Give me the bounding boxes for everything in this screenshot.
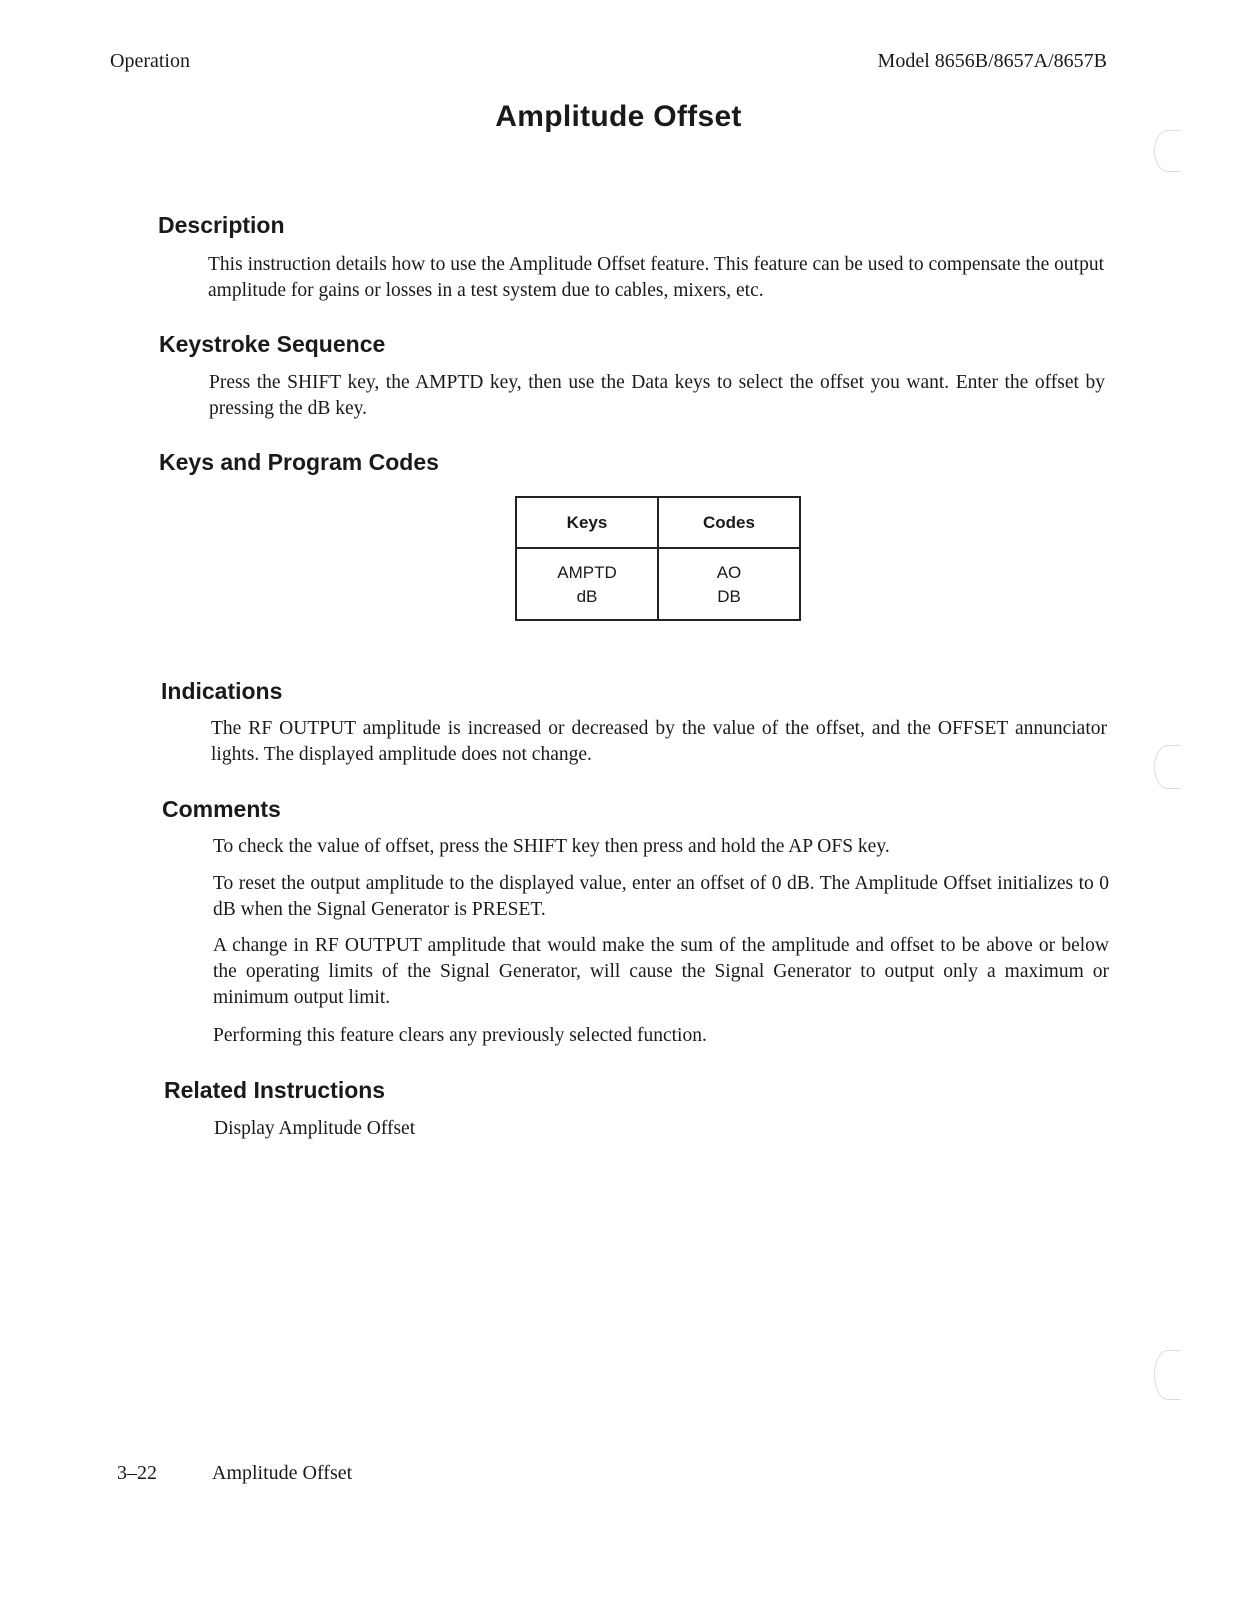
comments-paragraph: A change in RF OUTPUT amplitude that would make the sum of the amplitude and offset to be above or below the operating limits of the Signal Generator, will cause the Signal Generator to output only a maximum or minimum output limit. bbox=[213, 935, 1109, 1008]
indications-heading: Indications bbox=[161, 678, 283, 704]
page-title: Amplitude Offset bbox=[495, 100, 742, 133]
table-codes-cell bbox=[659, 561, 799, 609]
keys-codes-heading: Keys and Program Codes bbox=[159, 449, 439, 475]
keystroke-heading: Keystroke Sequence bbox=[159, 331, 386, 357]
table-keys-cell bbox=[517, 561, 657, 609]
comments-paragraph: To reset the output amplitude to the displayed value, enter an offset of 0 dB. The Amplitude Offset initializes to 0 dB when the Signal Generator is PRESET. bbox=[213, 873, 1109, 920]
description-text: This instruction details how to use the Amplitude Offset feature. This feature can be used to compensate the output amplitude for gains or losses in a test system due to cables, mixers, etc. bbox=[208, 254, 1104, 301]
table-header-keys: Keys bbox=[566, 513, 608, 532]
running-header-right: Model 8656B/8657A/8657B bbox=[877, 50, 1107, 72]
running-header-left: Operation bbox=[110, 50, 190, 72]
binder-hole-mark bbox=[1154, 1350, 1181, 1400]
related-heading: Related Instructions bbox=[164, 1077, 386, 1103]
table-key-amptd: AMPTD bbox=[557, 563, 617, 582]
keystroke-text: Press the SHIFT key, the AMPTD key, then use the Data keys to select the offset you want. Enter the offset by pressing the dB key. bbox=[209, 372, 1105, 419]
related-text: Display Amplitude Offset bbox=[214, 1118, 416, 1139]
table-key-db: dB bbox=[576, 587, 598, 606]
indications-text: The RF OUTPUT amplitude is increased or decreased by the value of the offset, and the OFFSET annunciator lights. The displayed amplitude does not change. bbox=[211, 718, 1107, 765]
binder-hole-mark bbox=[1154, 745, 1181, 789]
table-header-codes: Codes bbox=[703, 513, 755, 532]
comments-paragraph: To check the value of offset, press the SHIFT key then press and hold the AP OFS key. bbox=[213, 836, 890, 857]
comments-heading: Comments bbox=[162, 796, 281, 822]
page-number: 3–22 bbox=[117, 1462, 157, 1484]
binder-hole-mark bbox=[1154, 130, 1181, 172]
keys-codes-table bbox=[515, 496, 801, 621]
table-code-db: DB bbox=[717, 587, 741, 606]
footer-title: Amplitude Offset bbox=[212, 1462, 353, 1484]
description-heading: Description bbox=[158, 212, 285, 238]
table-row-divider bbox=[517, 547, 799, 549]
comments-paragraph: Performing this feature clears any previously selected function. bbox=[213, 1025, 707, 1046]
table-code-ao: AO bbox=[716, 563, 742, 582]
